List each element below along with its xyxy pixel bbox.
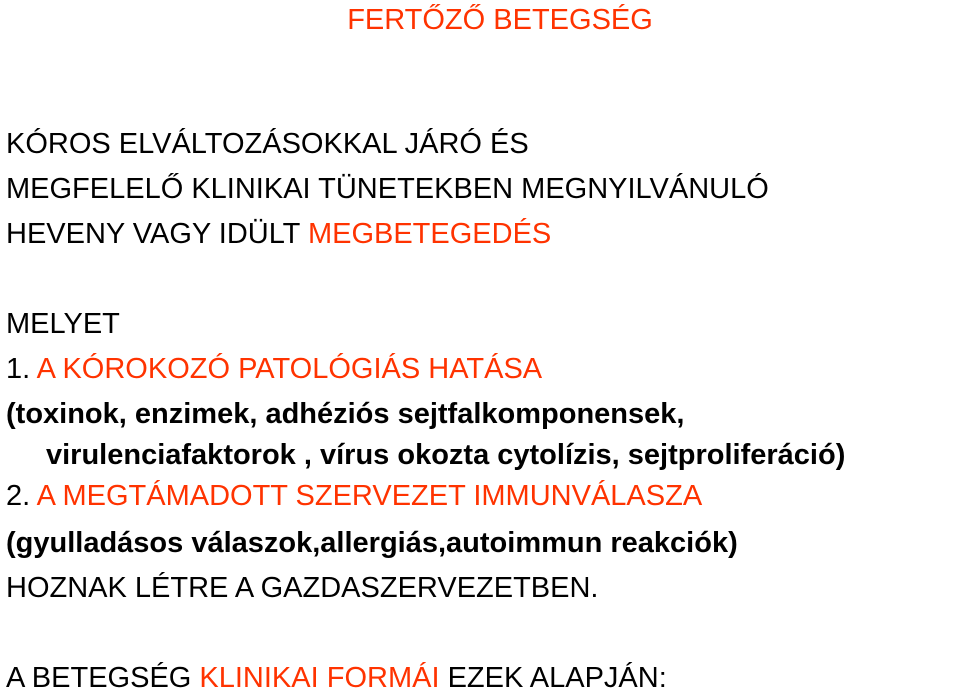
point-1-detail-line-1: (toxinok, enzimek, adhéziós sejtfalkomponensek, <box>6 398 685 430</box>
definition-line-1: KÓROS ELVÁLTOZÁSOKKAL JÁRÓ ÉS <box>6 128 529 160</box>
clinical-forms-line <box>6 660 667 696</box>
point-2-detail-line-1: (gyulladásos válaszok,allergiás,autoimmun reakciók) <box>6 527 738 559</box>
point-2-number: 2. <box>6 480 37 512</box>
conclusion-line: HOZNAK LÉTRE A GAZDASZERVEZETBEN. <box>6 572 599 604</box>
point-2-heading: A MEGTÁMADOTT SZERVEZET IMMUNVÁLASZA <box>36 480 703 512</box>
point-1-detail-line-2: virulenciafaktorok , vírus okozta cytolízis, sejtproliferáció) <box>46 439 846 471</box>
point-1-heading: A KÓROKOZÓ PATOLÓGIÁS HATÁSA <box>36 353 543 385</box>
slide-title: FERTŐZŐ BETEGSÉG <box>347 4 653 36</box>
definition-line-3-plain: HEVENY VAGY IDÜLT <box>6 218 308 250</box>
melyet-label: MELYET <box>6 308 120 340</box>
point-1-number: 1. <box>6 353 37 385</box>
definition-line-3-highlight: MEGBETEGEDÉS <box>307 218 552 250</box>
point-1-heading-line <box>6 351 542 387</box>
clinical-forms-part-3: EZEK ALAPJÁN: <box>439 662 667 694</box>
point-2-heading-line <box>6 478 702 514</box>
definition-line-2: MEGFELELŐ KLINIKAI TÜNETEKBEN MEGNYILVÁNULÓ <box>6 173 769 205</box>
clinical-forms-highlight: KLINIKAI FORMÁI <box>199 662 440 694</box>
definition-line-3 <box>6 216 551 252</box>
clinical-forms-part-1: A BETEGSÉG <box>6 662 200 694</box>
